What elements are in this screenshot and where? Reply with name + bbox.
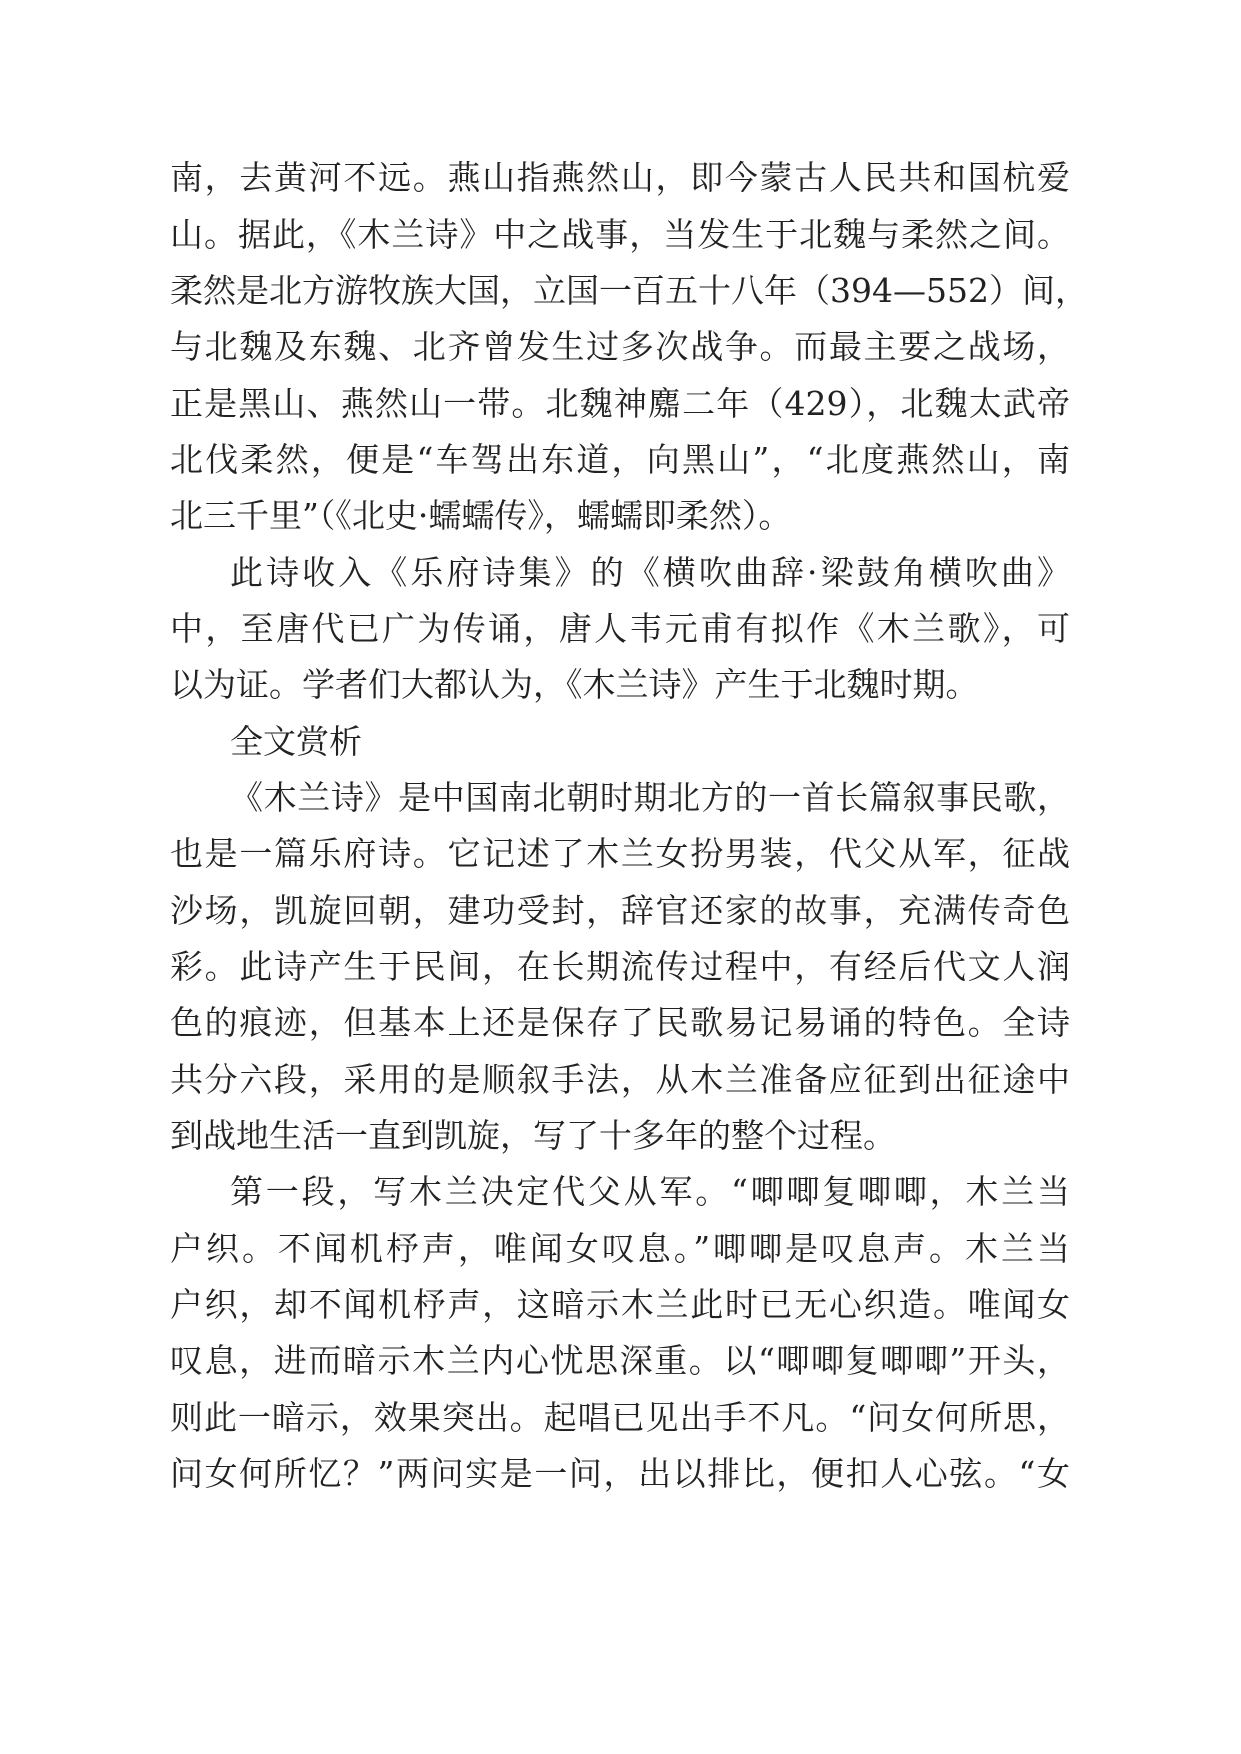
text-line: 此诗收入《乐府诗集》的《横吹曲辞·梁鼓角横吹曲》 bbox=[230, 553, 1070, 592]
text-line: 沙场，凯旋回朝，建功受封，辞官还家的故事，充满传奇色 bbox=[170, 891, 1070, 930]
text-line: 柔然是北方游牧族大国，立国一百五十八年（394—552）间， bbox=[170, 271, 1088, 310]
text-line: 北伐柔然，便是“车驾出东道，向黑山”，“北度燕然山，南 bbox=[170, 440, 1070, 479]
text-line: 户织。不闻机杼声，唯闻女叹息。”唧唧是叹息声。木兰当 bbox=[170, 1229, 1070, 1268]
text-line: 叹息，进而暗示木兰内心忧思深重。以“唧唧复唧唧”开头， bbox=[170, 1341, 1070, 1380]
text-line: 问女何所忆？”两问实是一问，出以排比，便扣人心弦。“女 bbox=[170, 1454, 1070, 1493]
text-line: 色的痕迹，但基本上还是保存了民歌易记易诵的特色。全诗 bbox=[170, 1003, 1070, 1042]
text-line: 南，去黄河不远。燕山指燕然山，即今蒙古人民共和国杭爱 bbox=[170, 158, 1070, 197]
text-line: 也是一篇乐府诗。它记述了木兰女扮男装，代父从军，征战 bbox=[170, 834, 1070, 873]
text-line: 山。据此，《木兰诗》中之战事，当发生于北魏与柔然之间。 bbox=[170, 215, 1070, 254]
text-line: 以为证。学者们大都认为，《木兰诗》产生于北魏时期。 bbox=[170, 665, 979, 704]
text-line: 共分六段，采用的是顺叙手法，从木兰准备应征到出征途中 bbox=[170, 1060, 1070, 1099]
text-line: 彩。此诗产生于民间，在长期流传过程中，有经后代文人润 bbox=[170, 947, 1070, 986]
text-line: 则此一暗示，效果突出。起唱已见出手不凡。“问女何所思， bbox=[170, 1398, 1070, 1437]
text-line: 北三千里”（《北史·蠕蠕传》，蠕蠕即柔然）。 bbox=[170, 496, 792, 535]
text-line: 到战地生活一直到凯旋，写了十多年的整个过程。 bbox=[170, 1116, 896, 1155]
text-line: 正是黑山、燕然山一带。北魏神䴥二年（429），北魏太武帝 bbox=[170, 384, 1070, 423]
section-heading: 全文赏析 bbox=[230, 722, 362, 761]
text-line: 《木兰诗》是中国南北朝时期北方的一首长篇叙事民歌， bbox=[230, 778, 1070, 817]
text-line: 与北魏及东魏、北齐曾发生过多次战争。而最主要之战场， bbox=[170, 327, 1070, 366]
text-line: 第一段，写木兰决定代父从军。“唧唧复唧唧，木兰当 bbox=[230, 1172, 1070, 1211]
text-line: 户织，却不闻机杼声，这暗示木兰此时已无心织造。唯闻女 bbox=[170, 1285, 1070, 1324]
text-line: 中，至唐代已广为传诵，唐人韦元甫有拟作《木兰歌》，可 bbox=[170, 609, 1070, 648]
